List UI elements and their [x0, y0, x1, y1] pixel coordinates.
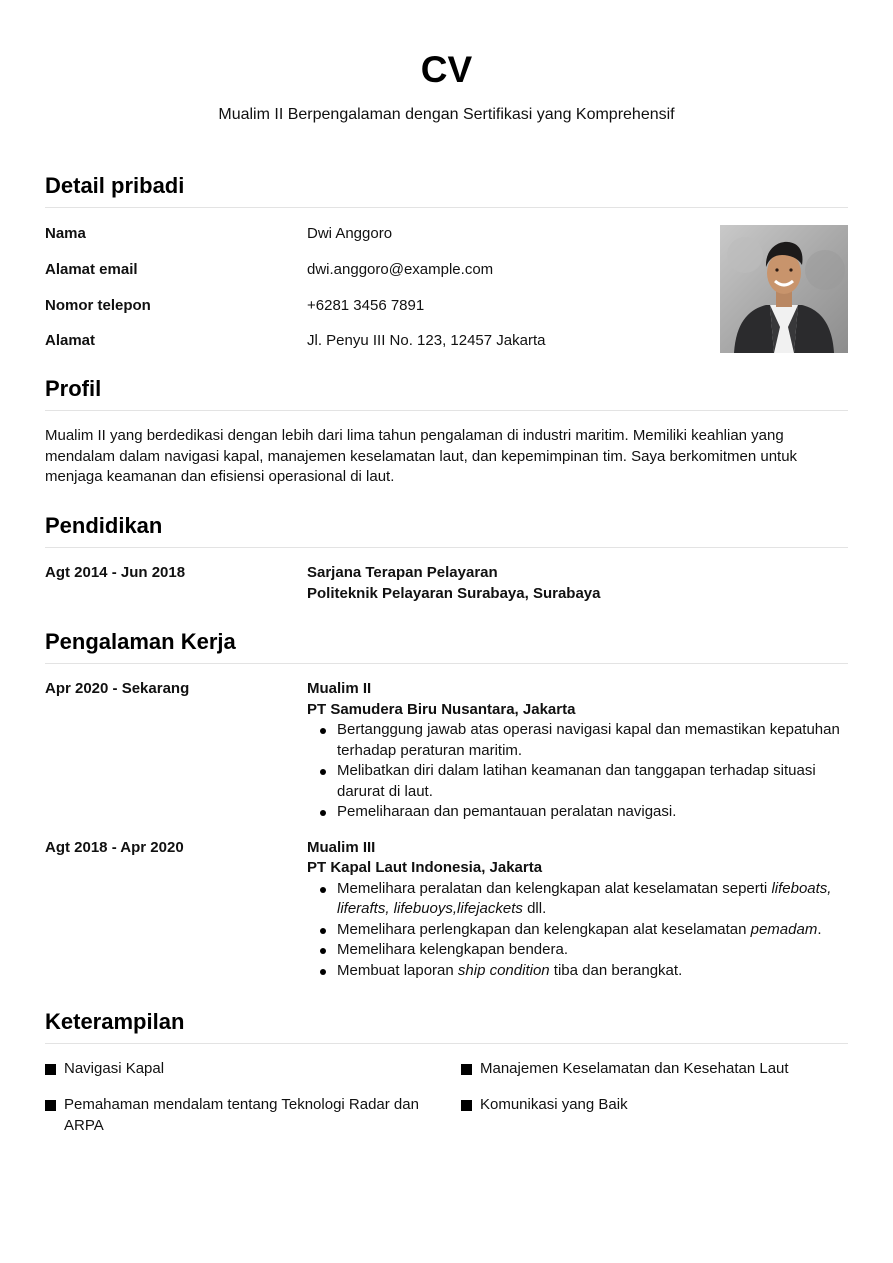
phone-label: Nomor telepon	[45, 297, 151, 314]
experience-company: PT Samudera Biru Nusantara, Jakarta	[307, 700, 576, 718]
skill-item: Komunikasi yang Baik	[461, 1095, 848, 1116]
cv-subtitle: Mualim II Berpengalaman dengan Sertifikasi yang Komprehensif	[218, 106, 675, 123]
address-label: Alamat	[45, 332, 96, 349]
email-value: dwi.anggoro@example.com	[307, 261, 494, 278]
bullet-square-icon	[45, 1100, 56, 1111]
education-heading: Pendidikan	[45, 512, 848, 548]
email-label: Alamat email	[45, 261, 138, 278]
bullet-square-icon	[461, 1100, 472, 1111]
experience-role: Mualim III	[307, 838, 376, 856]
experience-section	[45, 628, 848, 981]
profile-text: Mualim II yang berdedikasi dengan lebih dari lima tahun pengalaman di industri maritim. Memiliki keahlian yang mendalam dalam navigasi kapal, manajemen keselamatan laut, dan kepemimpinan tim. Saya berkomitmen untuk menjaga keamanan dan efisiensi operasional di laut.	[45, 427, 798, 485]
skill-item: Manajemen Keselamatan dan Kesehatan Laut	[461, 1059, 848, 1080]
experience-company: PT Kapal Laut Indonesia, Jakarta	[307, 859, 543, 876]
experience-heading: Pengalaman Kerja	[45, 628, 848, 664]
education-section	[45, 512, 848, 604]
education-date: Agt 2014 - Jun 2018	[45, 564, 186, 581]
skills-list	[45, 1059, 848, 1139]
address-value: Jl. Penyu III No. 123, 12457 Jakarta	[307, 332, 546, 349]
profile-photo	[720, 225, 848, 353]
skill-item: Pemahaman mendalam tentang Teknologi Radar dan ARPA	[45, 1095, 435, 1136]
education-school: Politeknik Pelayaran Surabaya, Surabaya	[307, 584, 601, 602]
experience-date: Agt 2018 - Apr 2020	[45, 838, 184, 856]
name-label: Nama	[45, 225, 86, 242]
experience-entry	[45, 679, 848, 823]
profile-heading: Profil	[45, 375, 848, 411]
skill-item: Navigasi Kapal	[45, 1059, 435, 1080]
bullet-item: Memelihara perlengkapan dan kelengkapan alat keselamatan pemadam.	[317, 920, 848, 941]
skills-section	[45, 1008, 848, 1139]
experience-bullets	[317, 720, 848, 823]
bullet-item: Pemeliharaan dan pemantauan peralatan navigasi.	[317, 802, 848, 823]
profile-section	[45, 375, 848, 488]
bullet-item: Memelihara peralatan dan kelengkapan alat keselamatan seperti lifeboats, liferafts, lifebuoys,lifejackets dll.	[317, 879, 848, 920]
bullet-square-icon	[461, 1064, 472, 1075]
bullet-item: Membuat laporan ship condition tiba dan berangkat.	[317, 961, 848, 982]
experience-entry	[45, 838, 848, 982]
phone-value: +6281 3456 7891	[307, 297, 425, 314]
personal-details-section	[45, 172, 848, 353]
bullet-square-icon	[45, 1064, 56, 1075]
experience-role: Mualim II	[307, 680, 372, 697]
education-degree: Sarjana Terapan Pelayaran	[307, 564, 498, 581]
skills-heading: Keterampilan	[45, 1008, 848, 1044]
cv-title: CV	[420, 49, 473, 90]
experience-bullets	[317, 879, 848, 982]
bullet-item: Bertanggung jawab atas operasi navigasi kapal dan memastikan kepatuhan terhadap peraturan maritim.	[317, 720, 848, 761]
bullet-item: Melibatkan diri dalam latihan keamanan dan tanggapan terhadap situasi darurat di laut.	[317, 761, 848, 802]
education-entry	[45, 563, 848, 604]
personal-details-heading: Detail pribadi	[45, 172, 848, 208]
name-value: Dwi Anggoro	[307, 225, 393, 242]
experience-date: Apr 2020 - Sekarang	[45, 680, 190, 697]
bullet-item: Memelihara kelengkapan bendera.	[317, 940, 848, 961]
